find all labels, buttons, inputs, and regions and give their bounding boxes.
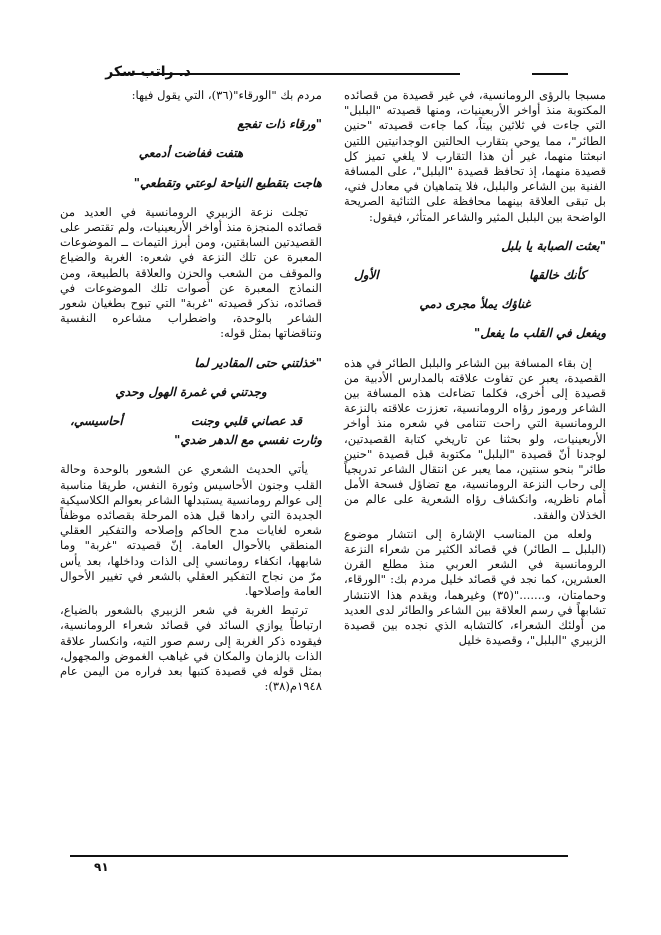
left-column (60, 88, 322, 699)
footer-rule (70, 855, 568, 857)
verse-line (60, 414, 322, 429)
header-rule-right (532, 73, 568, 75)
paragraph: مسبجا بالرؤى الرومانسية، في غير قصيدة من قصائده المكتوبة منذ أواخر الأربعينيات، ومنها قصيدته "البلبل" التي جاءت في ثلاثين بيتاً، كما جاءت قصيدته "حنين الطائر"، مما يوحي بتقارب الحالتين الوجدانيتين اللتين انبعثتا منهما، غير أن هذا التقارب لا يلغي تميز كل قصيدة منهما، إذ تحافظ قصيدة "البلبل"، على المسافة الفنية بين الشاعر والبلبل، فلا يتماهيان في معادل فني، بل تبقى العلاقة بينهما محافظة على الثنائية الصريحة الواضحة بين البلبل المثير والشاعر المتأثر، فيقول: (344, 88, 606, 224)
verse-line: وجدتني في غمرة الهول وحدي (115, 384, 267, 399)
verse-line: "بعثت الصبابة يا بلبل (501, 238, 606, 253)
paragraph: مردم بك "الورقاء"(٣٦)، التي يقول فيها: (131, 88, 322, 102)
verse-line: ويفعل في القلب ما يفعل" (474, 326, 606, 341)
paragraph: تجلت نزعة الزبيري الرومانسية في العديد من قصائده المنجزة منذ أواخر الأربعينيات، ولم تقتصر على القصيدتين السابقتين، ومن أبرز التيمات ــ الموضوعات المعبرة عن تلك النزعة في شعره: الغربة والضياع والموقف من الشعب والحزن والعلاقة بالطبيعة، ومن النماذج المعبرة عن أصوات تلك الموضوعات في قصائده، نذكر قصيدته "غربة" التي تبوح بطغيان شعور الشاعر بالوحدة، واضطراب مشاعره النفسية وتناقضاتها بمثل قوله: (60, 204, 322, 341)
verse-line: غناؤك يملأ مجرى دمي (419, 297, 531, 312)
verse-line: "ورقاء ذات تفجع (237, 117, 322, 132)
running-header-author: د. راتب سكر (105, 64, 191, 80)
verse-hemistich: قد عصاني قلبي وجنت (190, 414, 302, 429)
verse-hemistich: أحاسيسي، (70, 414, 123, 429)
paragraph: ولعله من المناسب الإشارة إلى انتشار موضوع (البلبل ــ الطائر) في قصائد الكثير من شعراء النزعة الرومانسية في الشعر العربي منذ مطلع القرن العشرين، كما نجد في قصائد خليل مردم بك: "الورقاء، وحمامتان، و......."(٣٥) وغيرهما، ويقدم هذا الانتشار تشابهاً في رسم العلاقة بين الشاعر والطائر لدى العديد من أولئك الشعراء، كالتشابه الذي نجده بين قصيدة الزبيري "البلبل"، وقصيدة خليل (344, 526, 606, 648)
right-column (344, 88, 606, 653)
paragraph: ترتبط الغربة في شعر الزبيري بالشعور بالضياع، ارتباطاً يوازي السائد في قصائد شعراء الرومانسية، فيقوده ذكر الغربة إلى رسم صور التيه، وانكسار علاقة الذات بالزمان والمكان في غياهب الغموض والمجهول، بمثل قوله في قصيدة كتبها بعد فراره من اليمن عام ١٩٤٨م(٣٨): (60, 603, 322, 694)
verse-line (344, 268, 606, 283)
verse-line: وثارت نفسي مع الدهر ضدي" (174, 433, 322, 448)
verse-hemistich: الأول (354, 268, 379, 283)
paragraph: إن بقاء المسافة بين الشاعر والبلبل الطائر في هذه القصيدة، يعبر عن تفاوت علاقته بالمدارس الأدبية من قصيدة إلى أخرى، فكلما تضاءلت هذه المسافة بين الشاعر ورموز رؤاه الرومانسية، تعززت علاقته بالنزعة الرومانسية التي راحت تتنامى في شعره منذ أواخر الأربعينيات، ولو بحثنا عن تاريخي كتابة القصيدتين، لوجدنا أنّ قصيدة "البلبل" مكتوبة قبل قصيدة "حنين طائر" بنحو سنتين، مما يعبر عن انتقال الشاعر تدريجياً إلى رحاب النزعة الرومانسية، مع تضاؤل فسحة الأمل أمام ناظريه، وانكشاف رؤاه الشعرية على عالم من الخذلان والفقد. (344, 355, 606, 522)
verse-line: هاجت بتقطيع النياحة لوعتي وتقطعي" (133, 175, 322, 190)
paragraph: يأتي الحديث الشعري عن الشعور بالوحدة وحالة القلب وجنون الأحاسيس وثورة النفس، طريقا مناسبة إلى عوالم رومانسية يستبدلها الشاعر بعوالم الكلاسيكية الجديدة التي رادها قبل هذه المرحلة بقصائده موظفاً شعره لغايات مدح الحاكم وإصلاحه والتفكير العقلي المنطقي بالأحوال العامة. إنّ قصيدته "غربة" وما شابهها، انكفاء رومانسي إلى الذات وداخلها، بعد يأس مرّ من نجاح التفكير العقلي بالشعر في تغيير الأحوال العامة وإصلاحها. (60, 462, 322, 599)
page-number: ٩١ (94, 860, 109, 874)
verse-line: هتفت ففاضت أدمعي (138, 146, 244, 161)
verse-line: "خذلتني حتى المقادير لما (194, 355, 322, 370)
verse-hemistich: كأنك خالقها (529, 268, 586, 283)
